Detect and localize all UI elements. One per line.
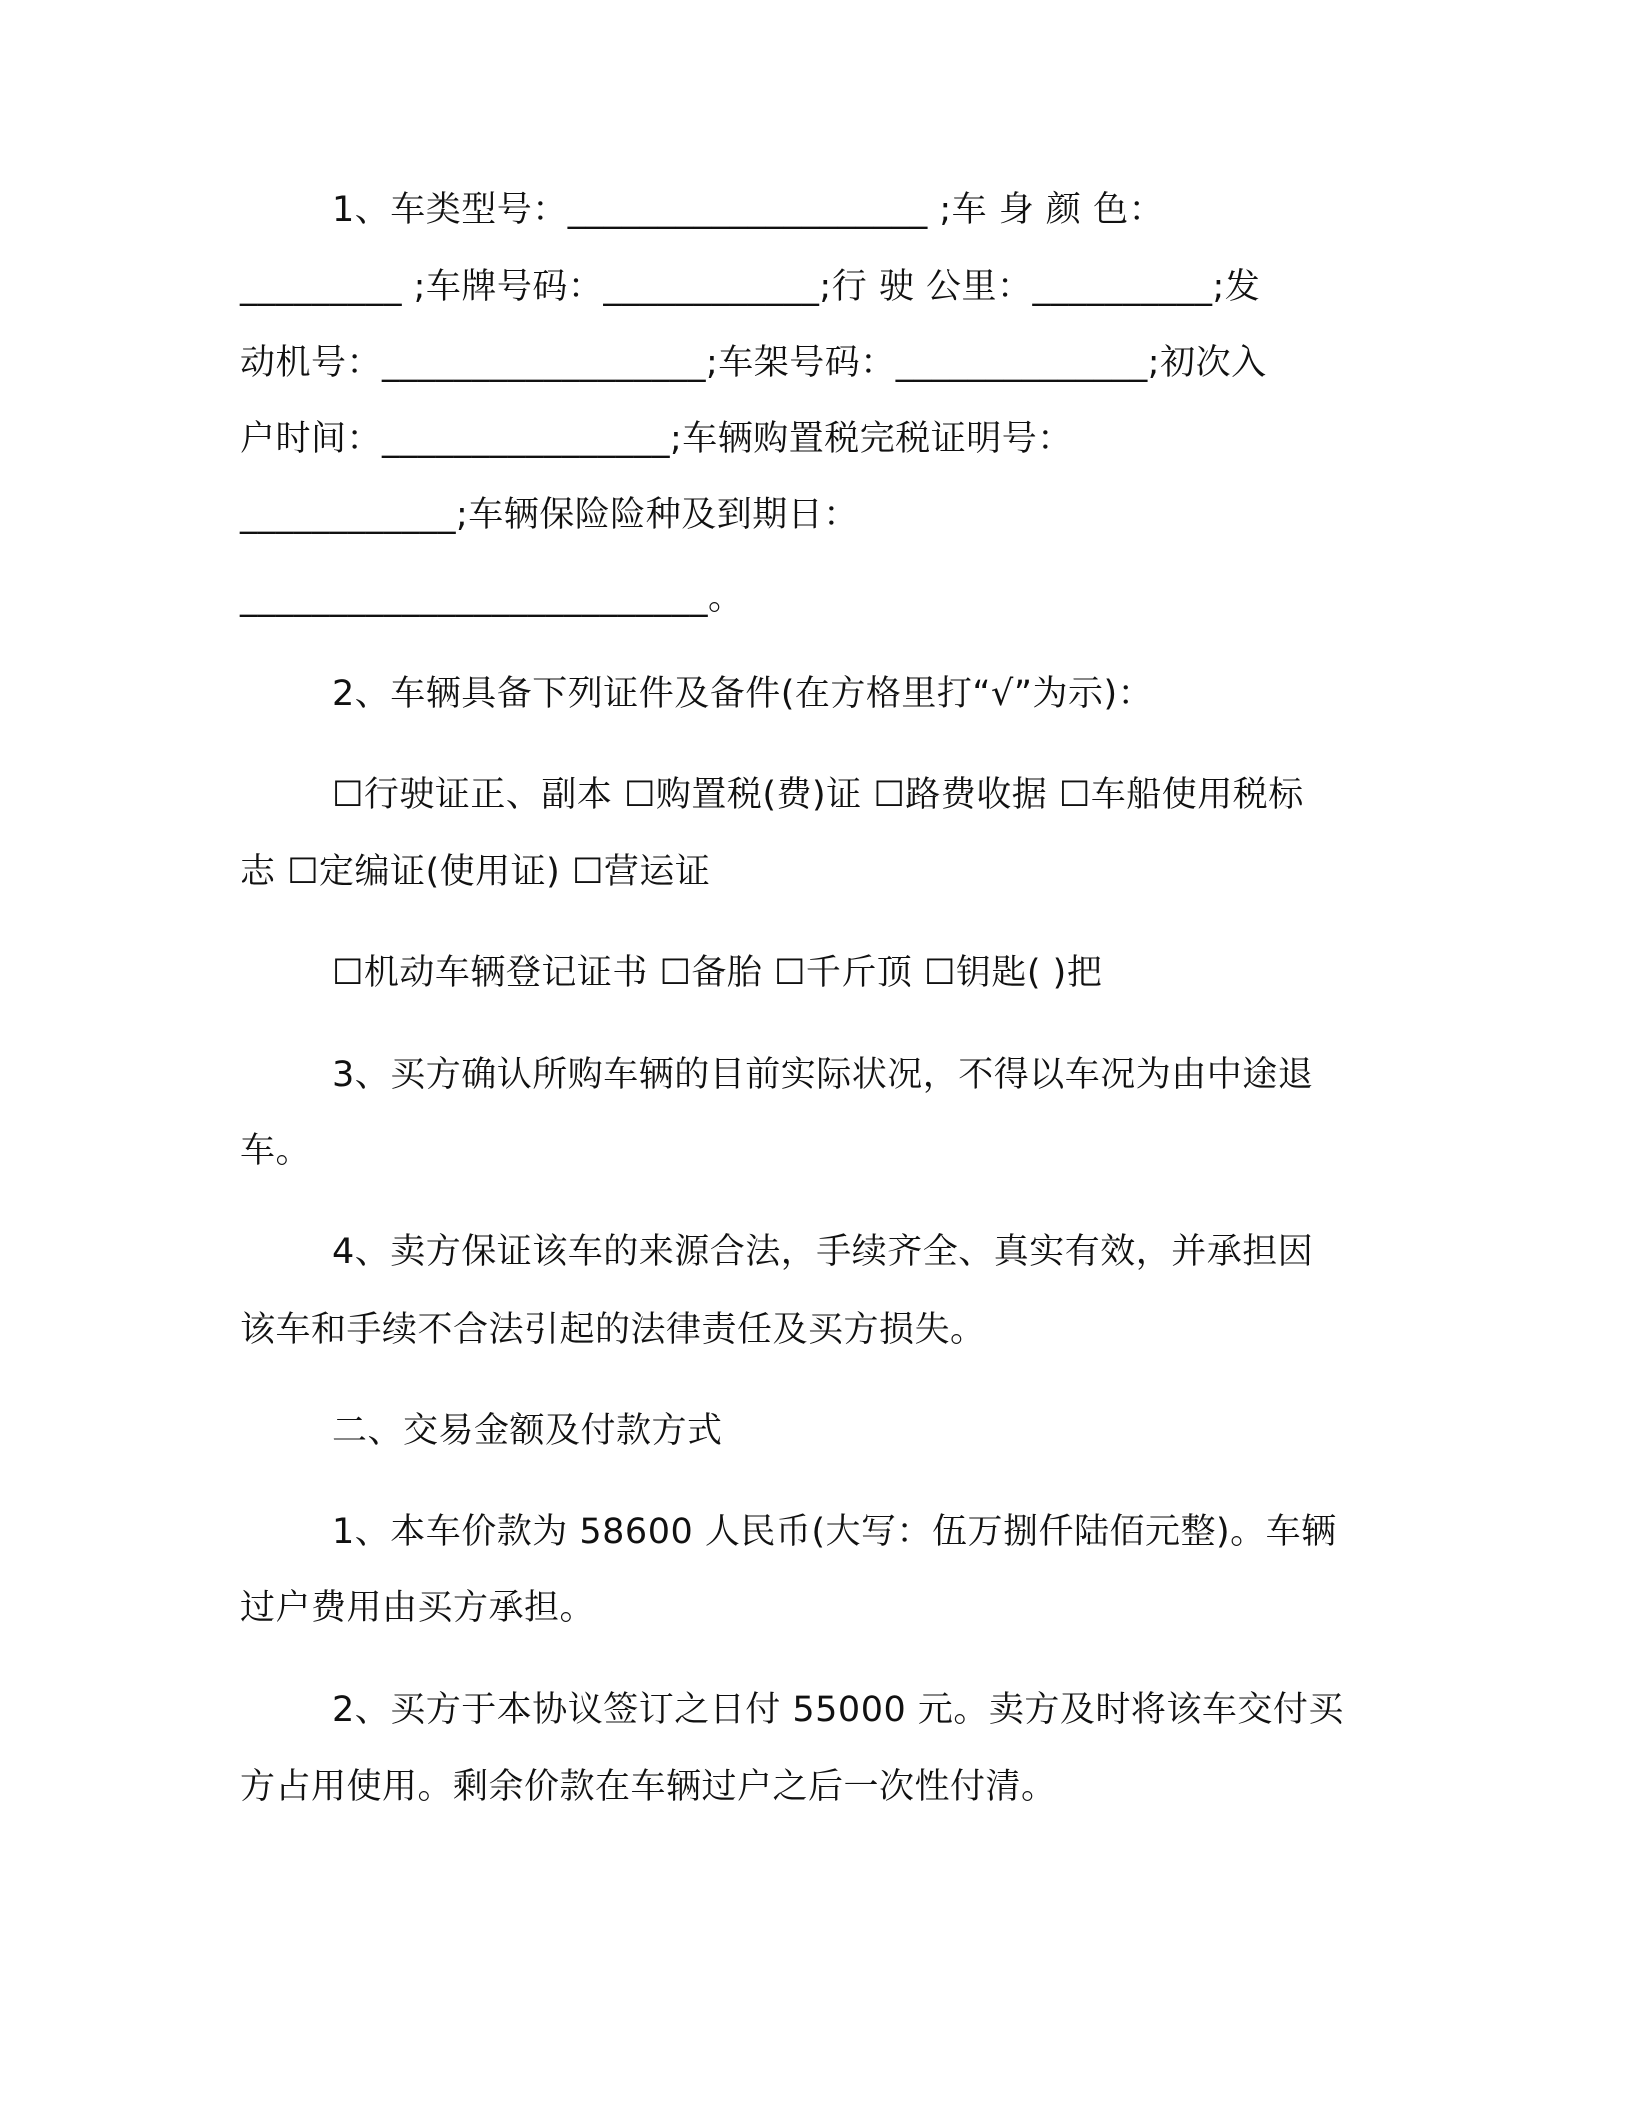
text-line-vehicle-model: 1、车类型号：____________________ ;车 身 颜 色： [332,190,1165,230]
text-line-insurance-blank: __________________________。 [240,578,744,618]
text-line-checklist-3: ☐机动车辆登记证书 ☐备胎 ☐千斤顶 ☐钥匙( )把 [332,953,1103,993]
text-line-clause-4a: 4、卖方保证该车的来源合法，手续齐全、真实有效，并承担因 [332,1232,1314,1272]
text-line-clause-3a: 3、买方确认所购车辆的目前实际状况，不得以车况为由中途退 [332,1055,1314,1095]
text-line-registration-tax: 户时间：________________;车辆购置税完税证明号： [240,419,1073,459]
text-line-clause-3b: 车。 [240,1131,312,1171]
text-line-checklist-1: ☐行驶证正、副本 ☐购置税(费)证 ☐路费收据 ☐车船使用税标 [332,775,1304,815]
text-line-price-b: 过户费用由买方承担。 [240,1588,596,1628]
text-line-clause-4b: 该车和手续不合法引起的法律责任及买方损失。 [240,1310,986,1350]
text-line-insurance: ____________;车辆保险险种及到期日： [240,495,859,535]
text-line-payment-b: 方占用使用。剩余价款在车辆过户之后一次性付清。 [240,1767,1057,1807]
text-line-payment-a: 2、买方于本协议签订之日付 55000 元。卖方及时将该车交付买 [332,1690,1344,1730]
text-line-checklist-2: 志 ☐定编证(使用证) ☐营运证 [240,852,711,892]
text-line-engine-frame: 动机号：__________________;车架号码：______________;初次入 [240,343,1267,383]
section-heading-payment: 二、交易金额及付款方式 [332,1411,723,1451]
text-line-documents-title: 2、车辆具备下列证件及备件(在方格里打“√”为示)： [332,674,1154,714]
text-line-plate-mileage: _________ ;车牌号码：____________;行 驶 公里：__________;发 [240,267,1261,307]
text-line-price-a: 1、本车价款为 58600 人民币(大写：伍万捌仟陆佰元整)。车辆 [332,1512,1337,1552]
